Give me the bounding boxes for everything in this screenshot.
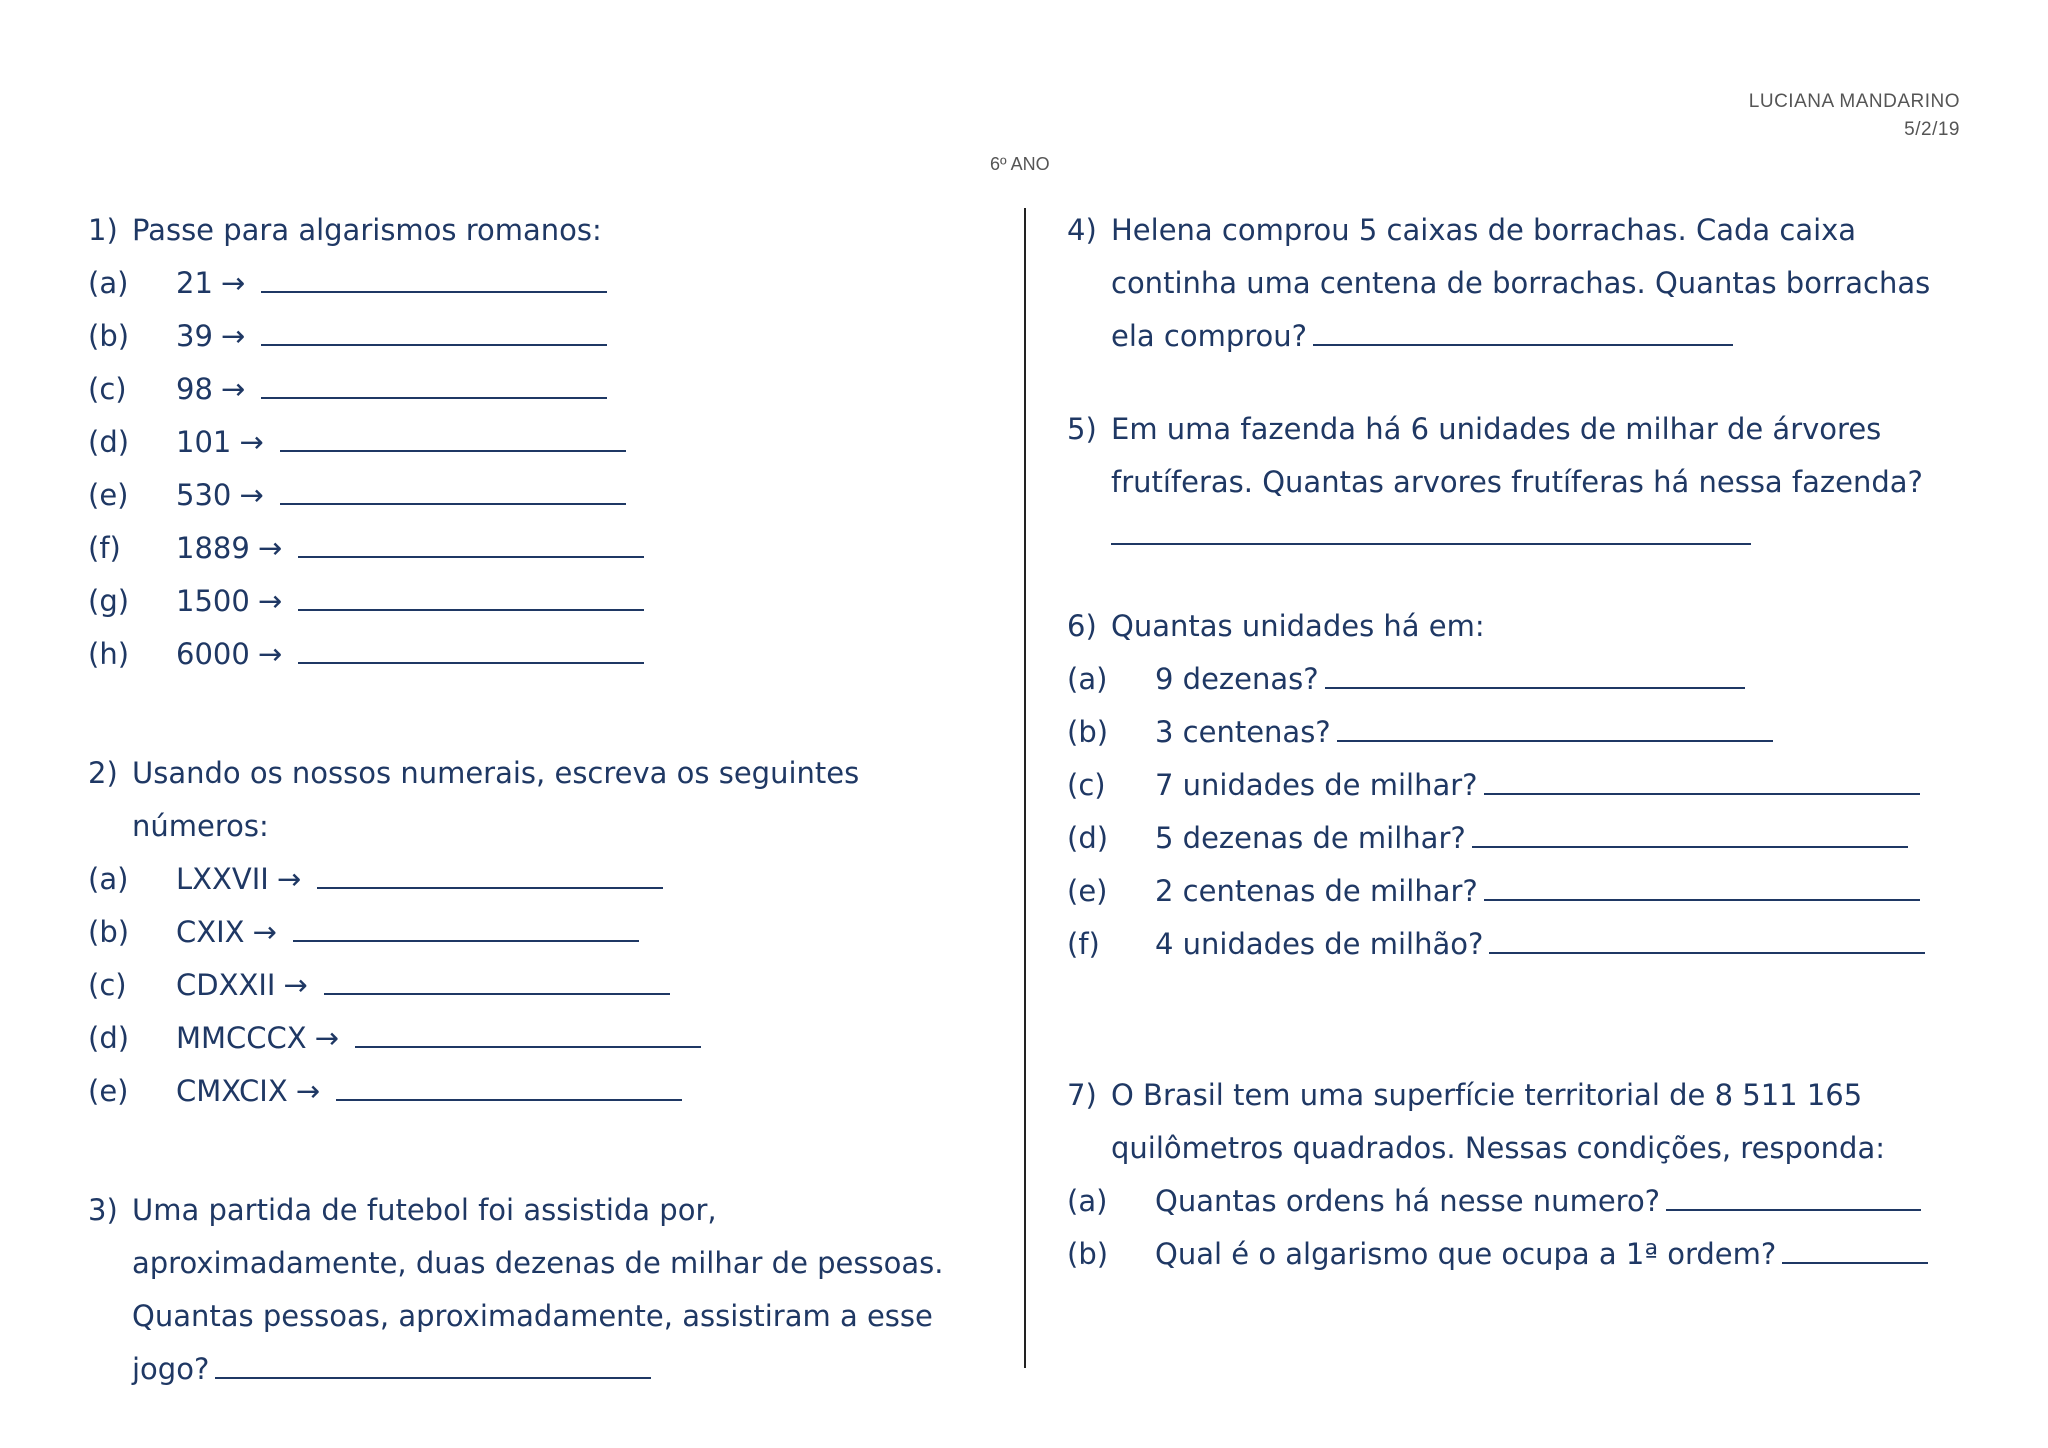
q1-item xyxy=(88,310,943,363)
question-4-title xyxy=(1067,204,1930,257)
answer-blank[interactable] xyxy=(261,367,607,399)
question-5-title xyxy=(1067,403,1930,456)
item-label: (e) xyxy=(88,478,129,512)
item-label: (e) xyxy=(1067,874,1108,908)
arrow-icon: → xyxy=(257,637,283,671)
item-label: (b) xyxy=(88,915,130,949)
item-value: 21 xyxy=(176,266,213,300)
arrow-icon: → xyxy=(220,266,246,300)
arrow-icon: → xyxy=(257,584,283,618)
question-text: Em uma fazenda há 6 unidades de milhar de árvores xyxy=(1111,412,1882,446)
q1-item xyxy=(88,575,943,628)
right-column xyxy=(1067,204,1930,1281)
answer-blank[interactable] xyxy=(317,857,663,889)
item-label: (d) xyxy=(88,425,130,459)
item-label: (a) xyxy=(1067,662,1108,696)
answer-blank[interactable] xyxy=(298,526,644,558)
question-6-title xyxy=(1067,600,1930,653)
answer-blank[interactable] xyxy=(355,1016,701,1048)
answer-blank[interactable] xyxy=(1484,869,1920,901)
answer-blank[interactable] xyxy=(280,473,626,505)
item-label: (a) xyxy=(1067,1184,1108,1218)
answer-blank[interactable] xyxy=(324,963,670,995)
answer-blank[interactable] xyxy=(1484,763,1920,795)
q1-item xyxy=(88,628,943,681)
question-text: Quantas unidades há em: xyxy=(1111,609,1485,643)
question-text-continued: aproximadamente, duas dezenas de milhar de pessoas. xyxy=(132,1246,944,1280)
q1-item xyxy=(88,257,943,310)
question-number: 6) xyxy=(1067,609,1097,643)
arrow-icon: → xyxy=(239,425,264,459)
grade-label: 6º ANO xyxy=(990,154,1050,174)
item-text: 7 unidades de milhar? xyxy=(1155,768,1478,802)
question-5-answer-line xyxy=(1067,509,1930,562)
arrow-icon: → xyxy=(295,1074,321,1108)
q6-item xyxy=(1067,759,1930,812)
question-number: 2) xyxy=(88,756,118,790)
question-number: 7) xyxy=(1067,1078,1097,1112)
item-value: CXIX xyxy=(176,915,245,949)
question-number: 1) xyxy=(88,213,118,247)
answer-blank[interactable] xyxy=(293,910,639,942)
item-value: 98 xyxy=(176,372,213,406)
question-text: Uma partida de futebol foi assistida por, xyxy=(132,1193,717,1227)
item-label: (f) xyxy=(88,531,121,565)
answer-blank[interactable] xyxy=(1472,816,1908,848)
arrow-icon: → xyxy=(252,915,277,949)
item-label: (b) xyxy=(1067,715,1109,749)
item-label: (c) xyxy=(1067,768,1106,802)
question-text-continued: continha uma centena de borrachas. Quantas borrachas xyxy=(1111,266,1931,300)
item-label: (e) xyxy=(88,1074,129,1108)
item-label: (c) xyxy=(88,968,127,1002)
item-value: 1500 xyxy=(176,584,250,618)
q1-item xyxy=(88,363,943,416)
answer-blank[interactable] xyxy=(336,1069,682,1101)
question-1-title xyxy=(88,204,943,257)
item-value: 1889 xyxy=(176,531,250,565)
left-column xyxy=(88,204,943,1396)
answer-blank[interactable] xyxy=(1337,710,1773,742)
question-text-continued: jogo? xyxy=(132,1352,210,1386)
item-value: CDXXII xyxy=(176,968,276,1002)
answer-blank[interactable] xyxy=(298,632,644,664)
item-value: 530 xyxy=(176,478,232,512)
arrow-icon: → xyxy=(283,968,308,1002)
item-text: 2 centenas de milhar? xyxy=(1155,874,1478,908)
answer-blank[interactable] xyxy=(1325,657,1745,689)
item-text: 4 unidades de milhão? xyxy=(1155,927,1484,961)
q6-item xyxy=(1067,653,1930,706)
item-value: 6000 xyxy=(176,637,250,671)
item-value: 101 xyxy=(176,425,232,459)
question-number: 5) xyxy=(1067,412,1097,446)
answer-blank[interactable] xyxy=(1313,314,1733,346)
author-name: LUCIANA MANDARINO xyxy=(1748,91,1960,112)
question-text-continued: ela comprou? xyxy=(1111,319,1308,353)
item-label: (g) xyxy=(88,584,130,618)
item-label: (b) xyxy=(88,319,130,353)
question-number: 4) xyxy=(1067,213,1097,247)
arrow-icon: → xyxy=(239,478,264,512)
question-text-continued: números: xyxy=(132,809,269,843)
item-label: (h) xyxy=(88,637,130,671)
question-3-title xyxy=(88,1184,943,1237)
q6-item xyxy=(1067,812,1930,865)
item-label: (a) xyxy=(88,862,129,896)
arrow-icon: → xyxy=(220,319,246,353)
answer-blank[interactable] xyxy=(215,1347,651,1379)
answer-blank[interactable] xyxy=(280,420,626,452)
q2-item xyxy=(88,906,943,959)
date-text: 5/2/19 xyxy=(1904,119,1960,140)
q2-item xyxy=(88,1012,943,1065)
q2-item xyxy=(88,1065,943,1118)
q6-item xyxy=(1067,918,1930,971)
item-text: Quantas ordens há nesse numero? xyxy=(1155,1184,1661,1218)
item-value: CMXCIX xyxy=(176,1074,288,1108)
q1-item xyxy=(88,522,943,575)
question-text-continued: Quantas pessoas, aproximadamente, assistiram a esse xyxy=(132,1299,933,1333)
answer-blank[interactable] xyxy=(261,314,607,346)
question-text: O Brasil tem uma superfície territorial de 8 511 165 xyxy=(1111,1078,1863,1112)
q7-item xyxy=(1067,1228,1930,1281)
q2-item xyxy=(88,959,943,1012)
question-text: Usando os nossos numerais, escreva os seguintes xyxy=(132,756,860,790)
answer-blank[interactable] xyxy=(1666,1179,1921,1211)
item-label: (d) xyxy=(1067,821,1109,855)
answer-blank[interactable] xyxy=(261,261,607,293)
question-text-continued: quilômetros quadrados. Nessas condições, responda: xyxy=(1111,1131,1885,1165)
q1-item xyxy=(88,416,943,469)
item-label: (d) xyxy=(88,1021,130,1055)
column-divider xyxy=(1024,208,1026,1368)
question-text: Helena comprou 5 caixas de borrachas. Cada caixa xyxy=(1111,213,1857,247)
answer-blank[interactable] xyxy=(1111,513,1751,545)
q1-item xyxy=(88,469,943,522)
item-label: (c) xyxy=(88,372,127,406)
arrow-icon: → xyxy=(257,531,283,565)
item-label: (b) xyxy=(1067,1237,1109,1271)
item-value: MMCCCX xyxy=(176,1021,307,1055)
arrow-icon: → xyxy=(276,862,302,896)
q7-item xyxy=(1067,1175,1930,1228)
q6-item xyxy=(1067,706,1930,759)
answer-blank[interactable] xyxy=(1489,922,1925,954)
item-label: (f) xyxy=(1067,927,1100,961)
answer-blank[interactable] xyxy=(1782,1232,1928,1264)
question-text: Passe para algarismos romanos: xyxy=(132,213,602,247)
item-text: 9 dezenas? xyxy=(1155,662,1319,696)
item-value: LXXVII xyxy=(176,862,269,896)
question-number: 3) xyxy=(88,1193,118,1227)
question-4-last-line xyxy=(1067,310,1930,363)
arrow-icon: → xyxy=(314,1021,339,1055)
item-value: 39 xyxy=(176,319,213,353)
question-2-title xyxy=(88,747,943,800)
question-7-title xyxy=(1067,1069,1930,1122)
question-text-continued: frutíferas. Quantas arvores frutíferas há nessa fazenda? xyxy=(1111,465,1923,499)
q2-item xyxy=(88,853,943,906)
item-text: 3 centenas? xyxy=(1155,715,1331,749)
item-text: Qual é o algarismo que ocupa a 1ª ordem? xyxy=(1155,1237,1777,1271)
arrow-icon: → xyxy=(220,372,246,406)
q6-item xyxy=(1067,865,1930,918)
item-label: (a) xyxy=(88,266,129,300)
question-3-last-line xyxy=(88,1343,943,1396)
header-author-block xyxy=(1749,88,1960,144)
answer-blank[interactable] xyxy=(298,579,644,611)
item-text: 5 dezenas de milhar? xyxy=(1155,821,1466,855)
